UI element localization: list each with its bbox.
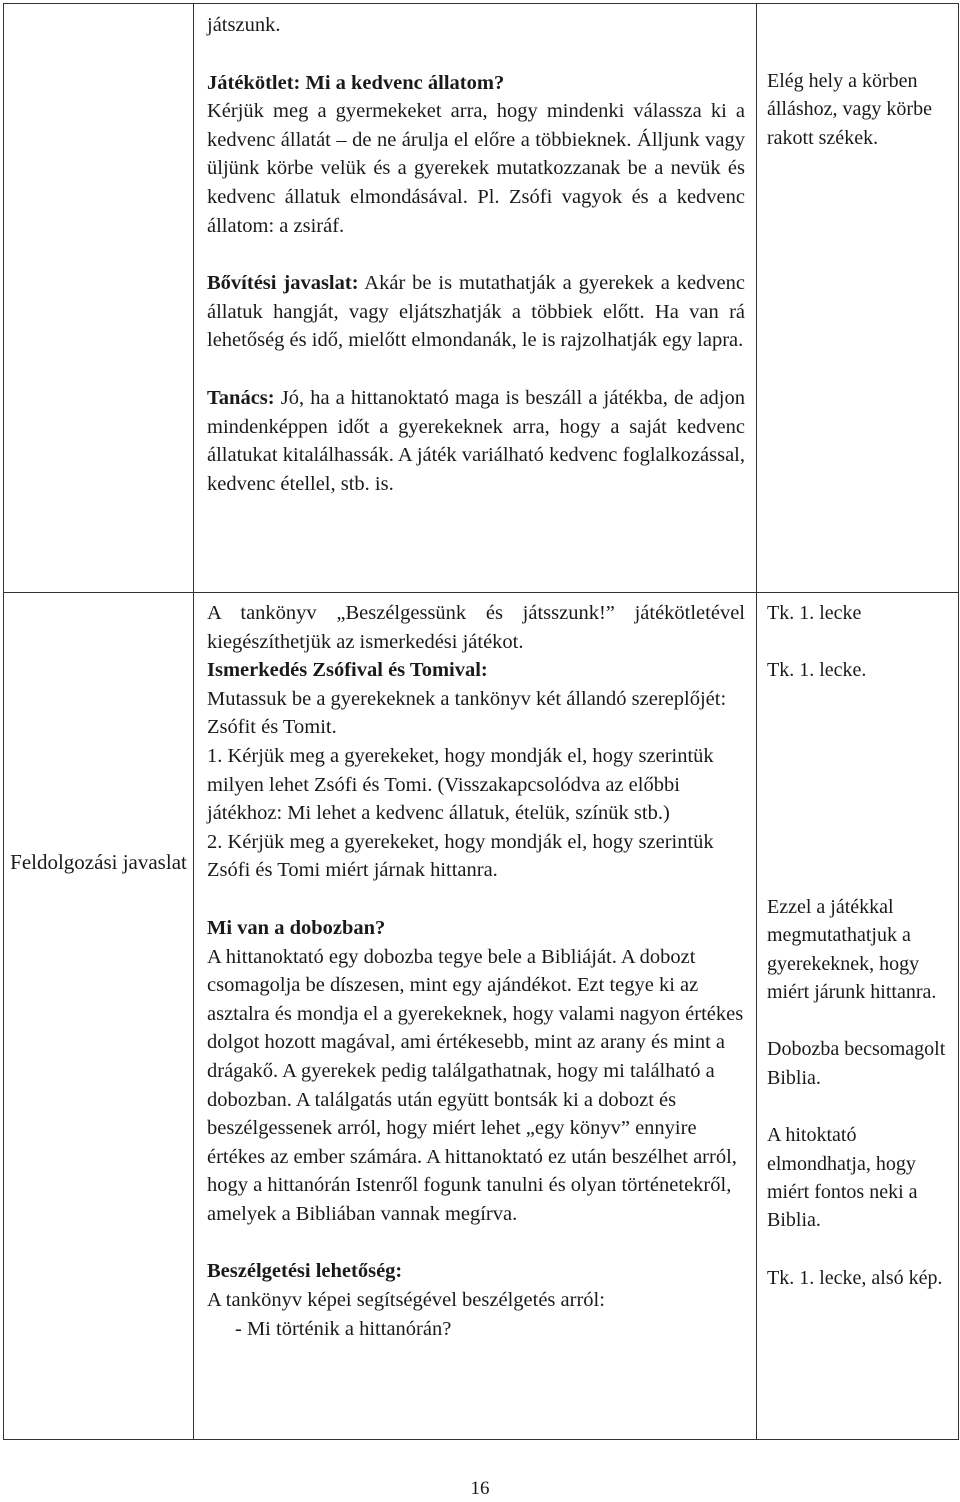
row1-notes-cell xyxy=(757,4,959,593)
row2-notes-cell xyxy=(757,593,959,1440)
game-idea-title: Játékötlet: Mi a kedvenc állatom? xyxy=(207,71,505,94)
section-label: Feldolgozási javaslat xyxy=(10,850,187,874)
row1-label-cell xyxy=(4,4,194,593)
table-row xyxy=(4,593,959,1440)
meet-text: Mutassuk be a gyerekeknek a tankönyv két állandó szereplőjét: Zsófit és Tomit. xyxy=(207,687,727,739)
page-number: 16 xyxy=(470,1478,490,1499)
talk-title: Beszélgetési lehetőség: xyxy=(207,1260,403,1283)
box-game-title: Mi van a dobozban? xyxy=(207,916,386,939)
row2-label-cell xyxy=(4,593,194,1440)
advice-paragraph xyxy=(207,384,745,498)
lesson-plan-table xyxy=(3,3,959,1440)
teacher-bible-note: A hitoktató elmondhatja, hogy miért fontos neki a Biblia. xyxy=(767,1124,918,1232)
step-2: 2. Kérjük meg a gyerekeket, hogy mondják el, hogy szerintük Zsófi és Tomi miért járnak hittanra. xyxy=(207,830,714,882)
table-row xyxy=(4,4,959,593)
space-note: Elég hely a körben álláshoz, vagy körbe rakott székek. xyxy=(767,70,932,149)
textbook-ref-2: Tk. 1. lecke. xyxy=(767,659,867,682)
textbook-intro: A tankönyv „Beszélgessünk és játsszunk!” játékötletével kiegészíthetjük az ismerkedési játékot. xyxy=(207,602,745,653)
box-game-text: A hittanoktató egy dobozba tegye bele a Bibliáját. A dobozt csomagolja be díszesen, mint egy ajándékot. Ezt tegye ki az asztalra és mondja el a gyerekeknek, hogy valami nagyon értékes dolgot hozott magával, ami értékesebb, mint az arany és mint a drágakő. A gyerekek pedig találgathatnak, hogy mi található a dobozban. A találgatás után együtt bontsák ki a dobozt és beszélgessenek arról, hogy miért lehet „egy könyv” ennyire értékes az ember számára. A hittanoktató ez után beszélhet arról, hogy a hittanórán Istenről fogunk tanulni és olyan történetekről, amelyek a Bibliában vannak megírva. xyxy=(207,945,744,1225)
step-1: 1. Kérjük meg a gyerekeket, hogy mondják el, hogy szerintük milyen lehet Zsófi és Tomi. (Visszakapcsolódva az előbbi játékhoz: Mi lehet a kedvenc állatuk, ételük, színük stb.) xyxy=(207,744,714,825)
extension-paragraph xyxy=(207,269,745,355)
wrapped-bible-note: Dobozba becsomagolt Biblia. xyxy=(767,1038,946,1089)
meet-title: Ismerkedés Zsófival és Tomival: xyxy=(207,659,488,682)
talk-bullet: - Mi történik a hittanórán? xyxy=(235,1317,452,1340)
textbook-ref-1: Tk. 1. lecke xyxy=(767,602,862,624)
extension-text: Akár be is mutathatják a gyerekek a kedvenc állatuk hangját, vagy eljátszhatják a többiek előtt. Ha van rá lehetőség és idő, mielőtt elmondanák, le is rajzolhatják egy lapra. xyxy=(207,272,746,352)
row2-content-cell xyxy=(194,593,757,1440)
continued-text: játszunk. xyxy=(207,14,281,36)
game-idea-text: Kérjük meg a gyermekeket arra, hogy mindenki válassza ki a kedvenc állatát – de ne árulja el előre a többieknek. Álljunk vagy üljünk körbe velük és a gyerekek mutatkozzanak be a nevük és kedvenc állatuk elmondásával. Pl. Zsófi vagyok és a kedvenc állatom: a zsiráf. xyxy=(207,100,745,237)
picture-ref-note: Tk. 1. lecke, alsó kép. xyxy=(767,1266,943,1289)
box-game-note: Ezzel a játékkal megmutathatjuk a gyerekeknek, hogy miért járunk hittanra. xyxy=(767,895,937,1004)
row1-content-cell xyxy=(194,4,757,593)
advice-label: Tanács: xyxy=(207,386,275,409)
advice-text: Jó, ha a hittanoktató maga is beszáll a játékba, de adjon mindenképpen időt a gyerekeknek arra, hogy a saját kedvenc állatukat kitalálhassák. A játék variálható kedvenc foglalkozással, kedvenc étellel, stb. is. xyxy=(207,386,745,495)
talk-text: A tankönyv képei segítségével beszélgetés arról: xyxy=(207,1289,605,1312)
extension-label: Bővítési javaslat: xyxy=(207,272,359,295)
